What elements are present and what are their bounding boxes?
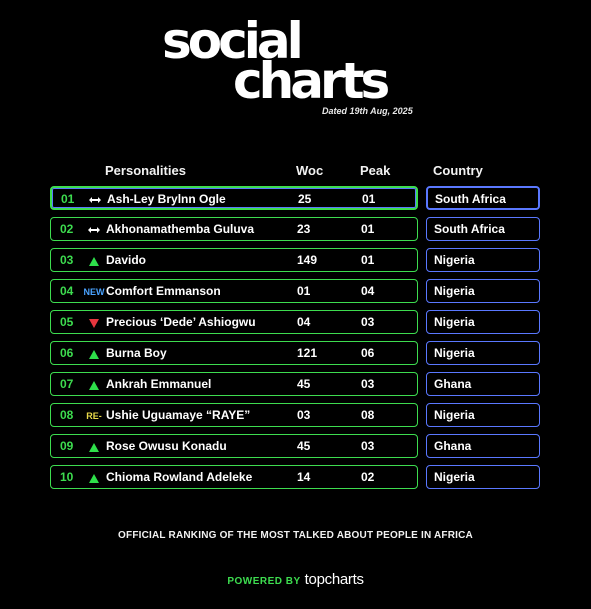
peak-position: 01 xyxy=(361,253,375,267)
country-name: Ghana xyxy=(434,439,472,453)
country-cell xyxy=(426,465,540,489)
personality-name: Ash-Ley Brylnn Ogle xyxy=(107,192,226,206)
weeks-on-chart: 25 xyxy=(298,192,312,206)
weeks-on-chart: 03 xyxy=(297,408,311,422)
country-cell xyxy=(426,372,540,396)
peak-position: 03 xyxy=(361,377,375,391)
rank-number: 01 xyxy=(61,192,75,206)
rank-number: 06 xyxy=(60,346,74,360)
tagline: OFFICIAL RANKING OF THE MOST TALKED ABOUT PEOPLE IN AFRICA xyxy=(118,530,473,541)
powered-by xyxy=(0,571,591,588)
weeks-on-chart: 45 xyxy=(297,377,311,391)
table-row xyxy=(50,279,418,303)
weeks-on-chart: 01 xyxy=(297,284,311,298)
country-cell xyxy=(426,186,540,210)
country-name: Ghana xyxy=(434,377,472,391)
peak-position: 03 xyxy=(361,439,375,453)
peak-position: 03 xyxy=(361,315,375,329)
arrow-down-icon xyxy=(83,311,105,335)
rank-number: 05 xyxy=(60,315,74,329)
peak-position: 04 xyxy=(361,284,375,298)
chart-date: Dated 19th Aug, 2025 xyxy=(322,106,413,116)
country-name: Nigeria xyxy=(434,408,475,422)
country-cell xyxy=(426,434,540,458)
peak-position: 02 xyxy=(361,470,375,484)
arrow-up-icon xyxy=(83,249,105,273)
weeks-on-chart: 149 xyxy=(297,253,318,267)
country-name: Nigeria xyxy=(434,346,475,360)
table-row xyxy=(50,372,418,396)
weeks-on-chart: 45 xyxy=(297,439,311,453)
weeks-on-chart: 14 xyxy=(297,470,311,484)
personality-name: Comfort Emmanson xyxy=(106,284,221,298)
country-name: Nigeria xyxy=(434,284,475,298)
arrow-up-icon xyxy=(83,342,105,366)
country-cell xyxy=(426,217,540,241)
table-row xyxy=(50,248,418,272)
peak-position: 08 xyxy=(361,408,375,422)
country-cell xyxy=(426,341,540,365)
arrow-up-icon xyxy=(83,466,105,490)
weeks-on-chart: 121 xyxy=(297,346,318,360)
personality-name: Burna Boy xyxy=(106,346,167,360)
country-cell xyxy=(426,248,540,272)
country-name: South Africa xyxy=(435,192,506,206)
country-cell xyxy=(426,279,540,303)
weeks-on-chart: 04 xyxy=(297,315,311,329)
rank-number: 10 xyxy=(60,470,74,484)
country-cell xyxy=(426,403,540,427)
table-row xyxy=(50,465,418,489)
personality-name: Ankrah Emmanuel xyxy=(106,377,212,391)
header-woc: Woc xyxy=(296,163,324,178)
weeks-on-chart: 23 xyxy=(297,222,311,236)
peak-position: 01 xyxy=(362,192,376,206)
header-personalities: Personalities xyxy=(105,163,186,178)
personality-name: Rose Owusu Konadu xyxy=(106,439,227,453)
arrow-up-icon xyxy=(83,373,105,397)
country-name: Nigeria xyxy=(434,470,475,484)
rank-number: 02 xyxy=(60,222,74,236)
social-charts-logo xyxy=(0,14,591,124)
personality-name: Precious ‘Dede’ Ashiogwu xyxy=(106,315,256,329)
peak-position: 06 xyxy=(361,346,375,360)
logo-word-charts: charts xyxy=(233,52,387,110)
table-row xyxy=(50,310,418,334)
table-row xyxy=(50,217,418,241)
powered-by-label: POWERED BY xyxy=(227,576,301,587)
country-name: South Africa xyxy=(434,222,505,236)
rank-number: 03 xyxy=(60,253,74,267)
table-row xyxy=(50,403,418,427)
peak-position: 01 xyxy=(361,222,375,236)
re-entry-badge: RE- xyxy=(86,411,102,421)
country-name: Nigeria xyxy=(434,315,475,329)
new-entry-badge: NEW xyxy=(83,287,105,297)
header-country: Country xyxy=(433,163,483,178)
personality-name: Davido xyxy=(106,253,147,267)
country-cell xyxy=(426,310,540,334)
header-peak: Peak xyxy=(360,163,391,178)
table-row xyxy=(50,434,418,458)
personality-name: Ushie Uguamaye “RAYE” xyxy=(106,408,251,422)
country-name: Nigeria xyxy=(434,253,475,267)
table-row xyxy=(50,186,418,210)
personality-name: Chioma Rowland Adeleke xyxy=(106,470,253,484)
no-change-icon xyxy=(84,188,106,212)
personality-name: Akhonamathemba Guluva xyxy=(106,222,255,236)
rank-number: 08 xyxy=(60,408,74,422)
arrow-up-icon xyxy=(83,435,105,459)
topcharts-brand: topcharts xyxy=(304,571,364,588)
rank-number: 07 xyxy=(60,377,74,391)
logo-word-social: social xyxy=(162,12,300,70)
rank-number: 09 xyxy=(60,439,74,453)
no-change-icon xyxy=(83,218,105,242)
rank-number: 04 xyxy=(60,284,74,298)
table-row xyxy=(50,341,418,365)
